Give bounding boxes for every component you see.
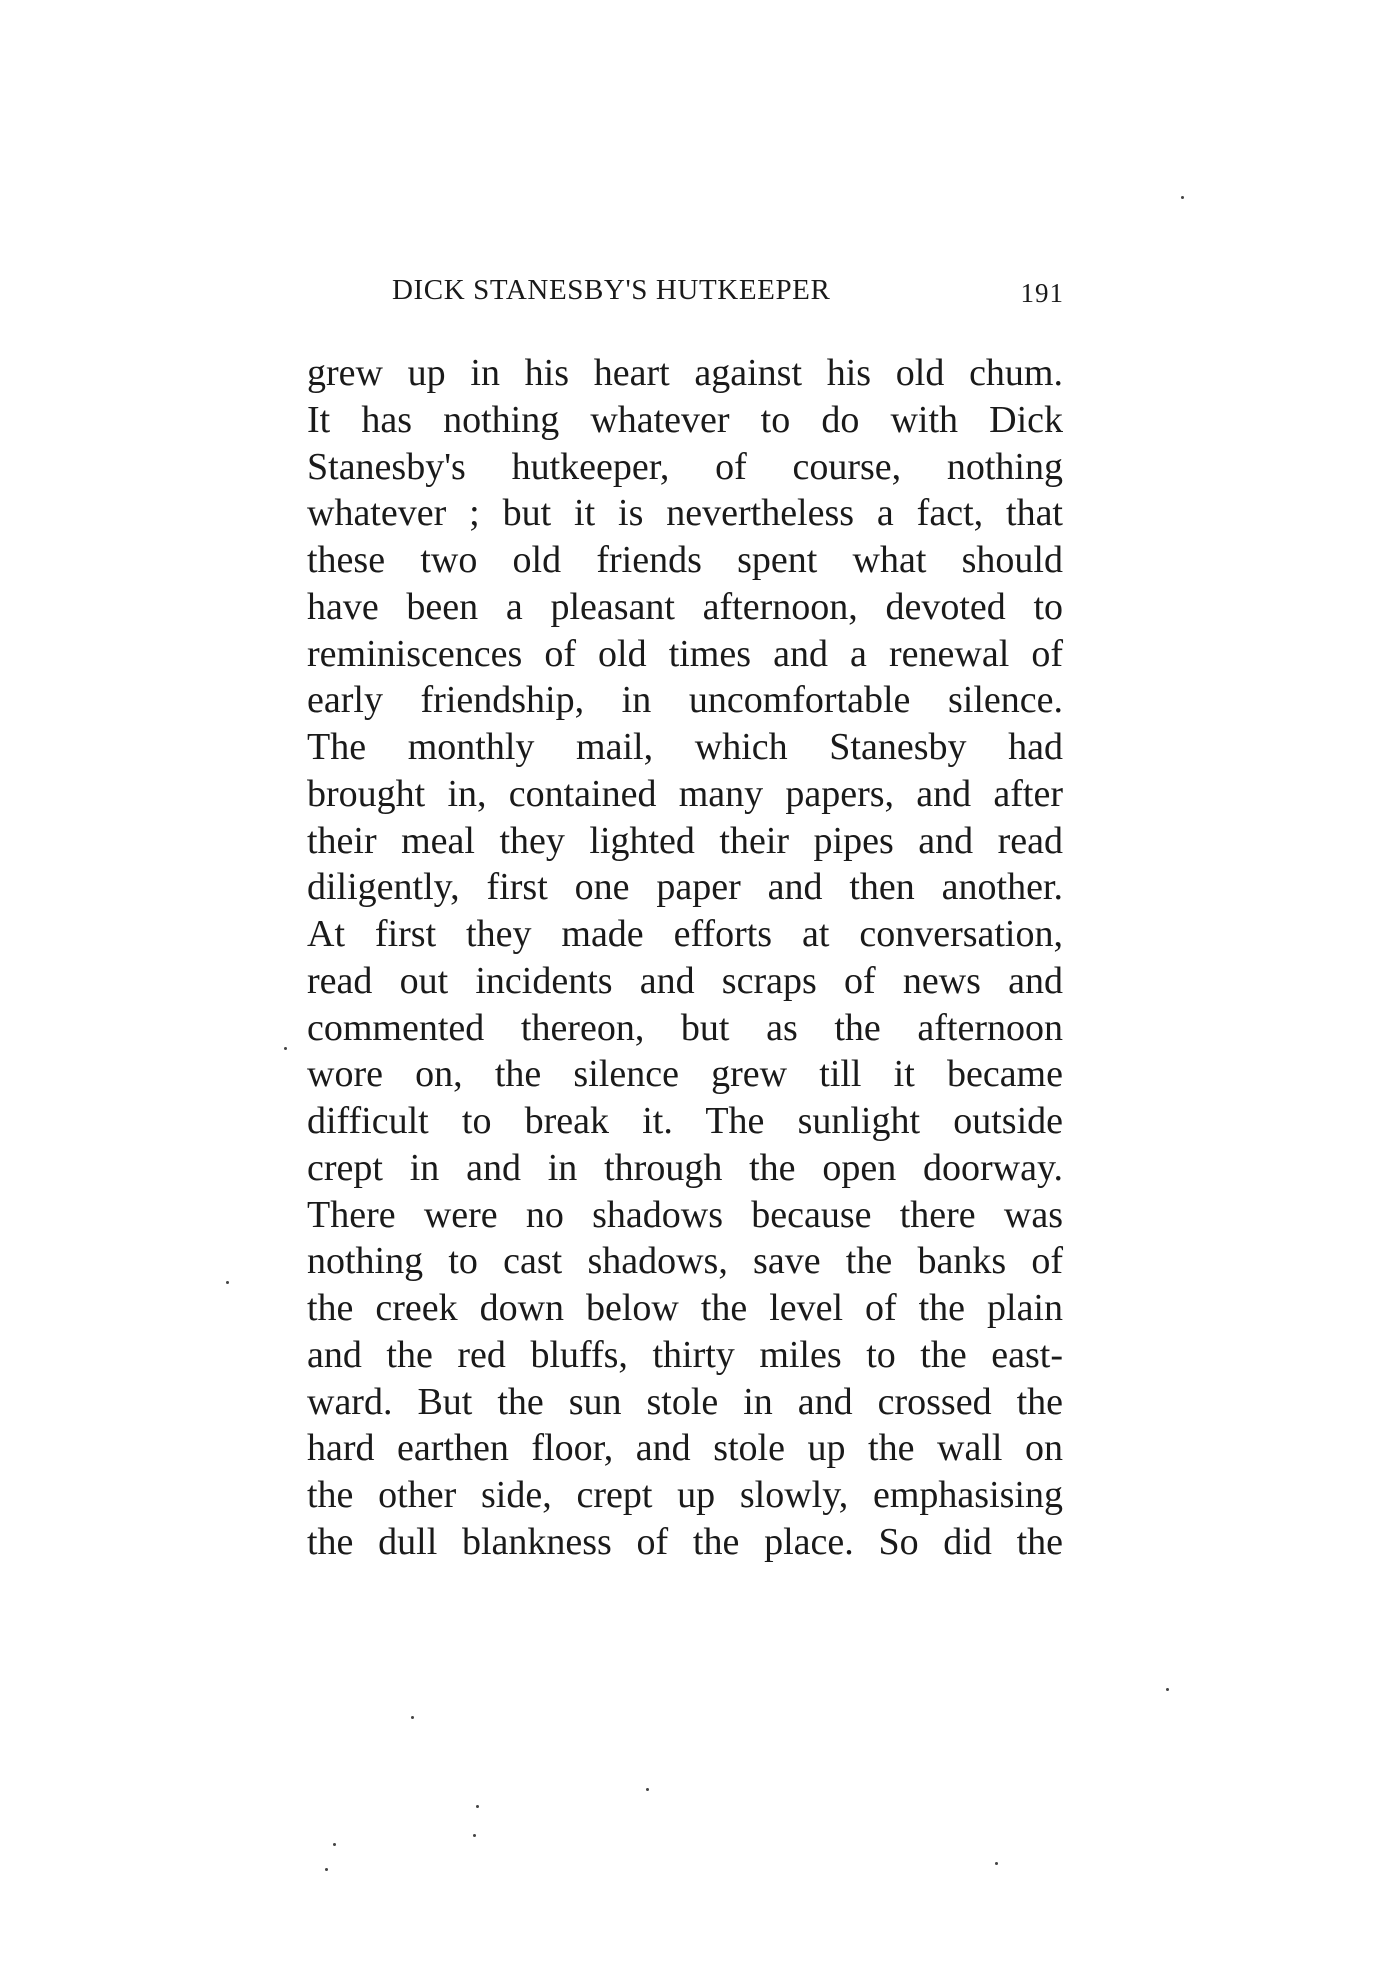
text-line: At first they made efforts at conversation, [307,913,1063,955]
text-line: the dull blankness of the place. So did the [307,1520,1063,1563]
text-line: whatever ; but it is nevertheless a fact, that [307,492,1063,535]
scan-speck [473,1834,476,1837]
text-line: early friendship, in uncomfortable silence. [307,679,1063,722]
scan-speck [411,1716,414,1719]
text-line: nothing to cast shadows, save the banks of [307,1240,1063,1283]
text-line: brought in, contained many papers, and after [307,772,1063,815]
text-line: commented thereon, but as the afternoon [307,1006,1063,1049]
text-line: ward. But the sun stole in and crossed the [307,1380,1063,1423]
scan-speck [325,1868,328,1871]
scan-speck [333,1843,336,1846]
text-line: The monthly mail, which Stanesby had [307,726,1063,768]
running-head [392,274,1064,314]
text-line: and the red bluffs, thirty miles to the east- [307,1333,1063,1376]
text-line: wore on, the silence grew till it became [307,1053,1063,1096]
text-line: grew up in his heart against his old chum. [307,352,1063,394]
text-line: read out incidents and scraps of news and [307,959,1063,1002]
text-line: these two old friends spent what should [307,539,1063,581]
text-line: have been a pleasant afternoon, devoted to [307,585,1063,628]
scan-speck [226,1281,229,1284]
scan-speck [995,1862,998,1865]
text-line: There were no shadows because there was [307,1193,1063,1236]
text-line: the creek down below the level of the plain [307,1287,1063,1329]
scan-speck [476,1805,479,1808]
text-line: hard earthen floor, and stole up the wall on [307,1427,1063,1470]
text-line: their meal they lighted their pipes and read [307,819,1063,862]
text-line: diligently, first one paper and then another. [307,866,1063,909]
page-number: 191 [1020,278,1064,308]
running-title: DICK STANESBY'S HUTKEEPER [392,274,831,306]
scan-speck [1166,1688,1169,1691]
text-line: It has nothing whatever to do with Dick [307,398,1063,441]
body-text [307,350,1063,1566]
text-line: difficult to break it. The sunlight outside [307,1100,1063,1142]
text-line: reminiscences of old times and a renewal of [307,632,1063,675]
text-line: the other side, crept up slowly, emphasising [307,1474,1063,1516]
scan-speck [646,1788,649,1791]
scan-speck [1181,196,1184,199]
text-line: crept in and in through the open doorway. [307,1146,1063,1189]
scan-speck [284,1047,287,1050]
text-line: Stanesby's hutkeeper, of course, nothing [307,445,1063,488]
